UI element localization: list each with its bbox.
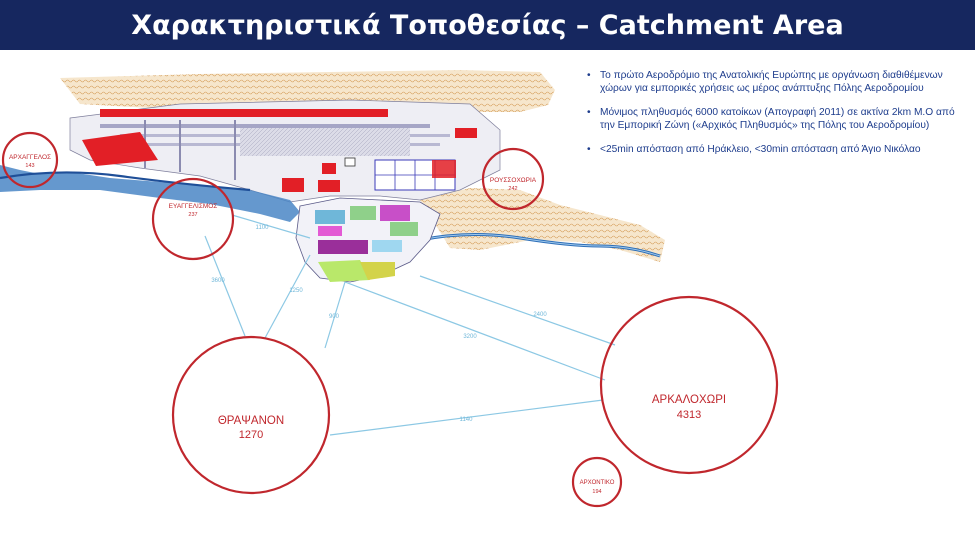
- title-bar: [0, 0, 975, 50]
- apron-zone: [240, 128, 410, 156]
- distance-label-2: 3600: [211, 278, 225, 284]
- village-rousoxoria-name: ΡΟΥΣΣΟΧΩΡΙΑ: [489, 177, 537, 184]
- distance-label-5: 2400: [533, 312, 547, 318]
- bullet-item-3: • <25min απόσταση από Ηράκλειο, <30min απόσταση από Άγιο Νικόλαο: [584, 144, 964, 157]
- facility-block-4: [455, 128, 477, 138]
- terrain-east: [420, 188, 665, 262]
- village-arkalochori-name: ΑΡΚΑΛΟΧΩΡΙ: [651, 394, 727, 406]
- village-thrapsano-pop: 1270: [238, 429, 264, 441]
- facility-block-2: [318, 180, 340, 192]
- distance-label-1: 1100: [255, 225, 269, 231]
- village-evaggelismos-pop: 237: [188, 212, 198, 218]
- facility-block-1: [282, 178, 304, 192]
- village-rousoxoria-pop: 242: [508, 186, 518, 192]
- distance-label-3: 1250: [289, 288, 303, 294]
- runway-main: [100, 109, 388, 117]
- taxiway-1: [100, 124, 430, 128]
- village-arxaggelos-pop: 143: [25, 163, 35, 169]
- distance-label-4: 900: [328, 314, 340, 320]
- facility-block-3: [322, 163, 336, 174]
- village-archontiko-pop: 194: [592, 489, 602, 495]
- bullet-list: [584, 70, 964, 169]
- village-evaggelismos-name: ΕΥΑΓΓΕΛΙΣΜΟΣ: [168, 203, 218, 210]
- village-arkalochori-pop: 4313: [676, 409, 702, 421]
- bullet-item-1: • Το πρώτο Αεροδρόμιο της Ανατολικής Ευρώπης με οργάνωση διαθιθέμενων χώρων για εμπορικές χρήσεις ως μέρος ανάπτυξης Πόλης Αεροδρομίου: [584, 70, 964, 95]
- page-title: Χαρακτηριστικά Τοποθεσίας – Catchment Area: [131, 9, 844, 41]
- village-thrapsano-name: ΘΡΑΨΑΝΟΝ: [217, 415, 285, 427]
- distance-label-6: 3200: [463, 334, 477, 340]
- circle-arkalochori: [601, 297, 777, 473]
- village-archontiko-name: ΑΡΧΟΝΤΙΚΟ: [579, 480, 615, 486]
- distance-label-7: 1140: [459, 417, 473, 423]
- bullet-item-2: • Μόνιμος πληθυσμός 6000 κατοίκων (Απογραφή 2011) σε ακτίνα 2km Μ.Ο από την Εμπορική Ζώνη («Αρχικός Πληθυσμός» της Πόλης του Αεροδρομίου): [584, 107, 964, 132]
- village-arxaggelos-name: ΑΡΧΑΓΓΕΛΟΣ: [8, 154, 52, 161]
